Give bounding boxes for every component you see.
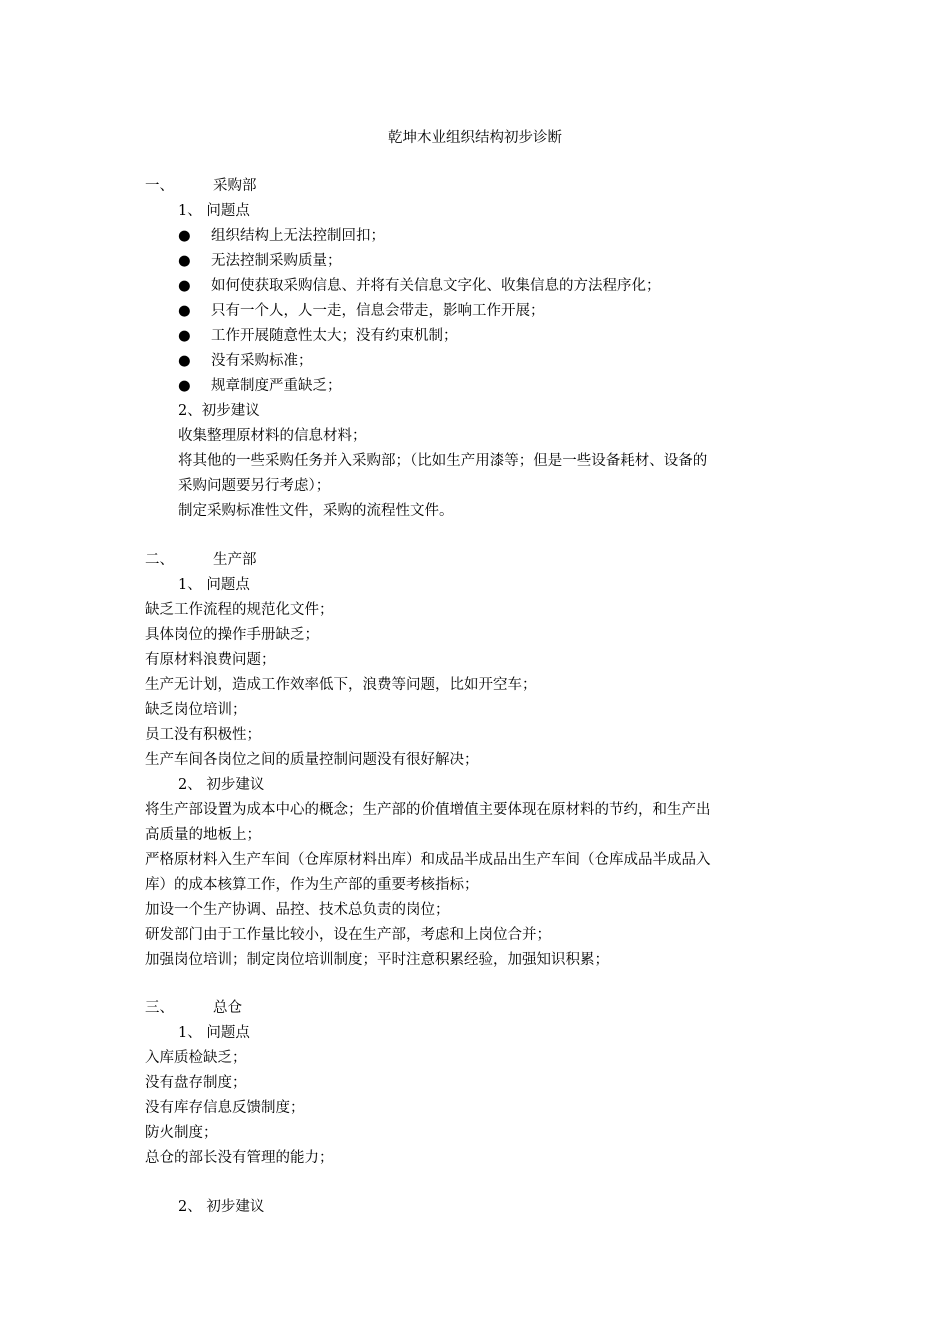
subsection-label: 1、 问题点 bbox=[178, 577, 250, 593]
bullet-text: 规章制度严重缺乏； bbox=[211, 378, 342, 394]
section-heading bbox=[145, 998, 242, 1018]
bullet-icon: ● bbox=[178, 353, 191, 369]
bullet-item bbox=[178, 351, 313, 371]
section-title: 总仓 bbox=[213, 1000, 242, 1016]
paragraph-line: 生产无计划，造成工作效率低下，浪费等问题，比如开空车； bbox=[145, 677, 537, 693]
paragraph-line: 库）的成本核算工作，作为生产部的重要考核指标； bbox=[145, 877, 479, 893]
bullet-text: 工作开展随意性太大；没有约束机制； bbox=[211, 328, 458, 344]
section-number: 三、 bbox=[145, 1000, 174, 1016]
bullet-item bbox=[178, 276, 661, 296]
bullet-text: 无法控制采购质量； bbox=[211, 253, 342, 269]
paragraph-line: 研发部门由于工作量比较小，设在生产部，考虑和上岗位合并； bbox=[145, 927, 551, 943]
paragraph-line: 没有库存信息反馈制度； bbox=[145, 1100, 305, 1116]
bullet-icon: ● bbox=[178, 328, 191, 344]
bullet-text: 如何使获取采购信息、并将有关信息文字化、收集信息的方法程序化； bbox=[211, 278, 661, 294]
bullet-icon: ● bbox=[178, 278, 191, 294]
section-number: 二、 bbox=[145, 552, 174, 568]
paragraph-line: 总仓的部长没有管理的能力； bbox=[145, 1150, 334, 1166]
paragraph-line: 制定采购标准性文件，采购的流程性文件。 bbox=[178, 503, 454, 519]
paragraph-line: 收集整理原材料的信息材料； bbox=[178, 428, 367, 444]
paragraph-line: 没有盘存制度； bbox=[145, 1075, 247, 1091]
paragraph-line: 严格原材料入生产车间（仓库原材料出库）和成品半成品出生产车间（仓库成品半成品入 bbox=[145, 852, 711, 868]
bullet-item bbox=[178, 301, 545, 321]
paragraph-line: 防火制度； bbox=[145, 1125, 218, 1141]
subsection-label: 2、 初步建议 bbox=[178, 777, 265, 793]
section-heading bbox=[145, 176, 257, 196]
paragraph-line: 采购问题要另行考虑）； bbox=[178, 478, 331, 494]
section-title: 生产部 bbox=[213, 552, 257, 568]
bullet-icon: ● bbox=[178, 378, 191, 394]
paragraph-line: 员工没有积极性； bbox=[145, 727, 261, 743]
paragraph-line: 具体岗位的操作手册缺乏； bbox=[145, 627, 319, 643]
subsection-label: 1、 问题点 bbox=[178, 1025, 250, 1041]
paragraph-line: 加设一个生产协调、品控、技术总负责的岗位； bbox=[145, 902, 450, 918]
paragraph-line: 加强岗位培训；制定岗位培训制度；平时注意积累经验，加强知识积累； bbox=[145, 952, 609, 968]
bullet-item bbox=[178, 376, 342, 396]
bullet-item bbox=[178, 326, 458, 346]
paragraph-line: 高质量的地板上； bbox=[145, 827, 261, 843]
bullet-item bbox=[178, 251, 342, 271]
paragraph-line: 将其他的一些采购任务并入采购部；（比如生产用漆等；但是一些设备耗材、设备的 bbox=[178, 453, 708, 469]
bullet-item bbox=[178, 226, 385, 246]
subsection-label: 2、初步建议 bbox=[178, 403, 260, 419]
section-title: 采购部 bbox=[213, 178, 257, 194]
section-number: 一、 bbox=[145, 178, 174, 194]
paragraph-line: 有原材料浪费问题； bbox=[145, 652, 276, 668]
page-title: 乾坤木业组织结构初步诊断 bbox=[388, 130, 562, 146]
subsection-label: 2、 初步建议 bbox=[178, 1199, 265, 1215]
bullet-icon: ● bbox=[178, 253, 191, 269]
bullet-text: 没有采购标准； bbox=[211, 353, 313, 369]
bullet-text: 组织结构上无法控制回扣； bbox=[211, 228, 385, 244]
section-heading bbox=[145, 550, 257, 570]
paragraph-line: 入库质检缺乏； bbox=[145, 1050, 247, 1066]
bullet-icon: ● bbox=[178, 228, 191, 244]
paragraph-line: 缺乏岗位培训； bbox=[145, 702, 247, 718]
paragraph-line: 将生产部设置为成本中心的概念；生产部的价值增值主要体现在原材料的节约，和生产出 bbox=[145, 802, 711, 818]
paragraph-line: 生产车间各岗位之间的质量控制问题没有很好解决； bbox=[145, 752, 479, 768]
bullet-text: 只有一个人，人一走，信息会带走，影响工作开展； bbox=[211, 303, 545, 319]
subsection-label: 1、 问题点 bbox=[178, 203, 250, 219]
bullet-icon: ● bbox=[178, 303, 191, 319]
paragraph-line: 缺乏工作流程的规范化文件； bbox=[145, 602, 334, 618]
